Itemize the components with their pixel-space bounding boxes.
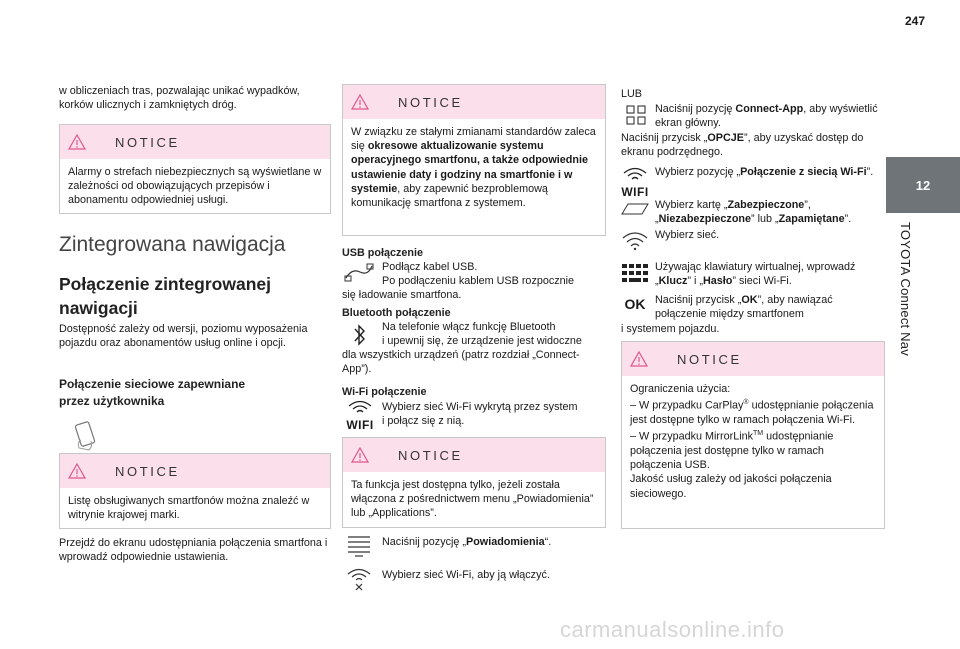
wifi-icon xyxy=(344,400,376,431)
step-text: Używając klawiatury wirtualnej, wprowadź „ xyxy=(655,261,856,288)
notice-label: NOTICE xyxy=(677,351,742,367)
step-text-bold: Niezabezpieczone xyxy=(658,213,752,226)
notice-label: NOTICE xyxy=(398,94,463,110)
step-enter-key xyxy=(655,260,880,288)
notice-header xyxy=(60,125,330,159)
outro-paragraph: Przejdź do ekranu udostępniania połączenia smartfona i wprowadź odpowiednie ustawienia. xyxy=(59,537,328,564)
wifi-icon-label: WIFI xyxy=(621,185,649,199)
step-options xyxy=(621,131,883,159)
bluetooth-icon xyxy=(351,322,369,348)
step-select-network: Wybierz sieć. xyxy=(655,229,720,241)
wifi-line: Wybierz sieć Wi-Fi wykrytą przez system xyxy=(382,401,578,413)
wifi-icon-label: WIFI xyxy=(346,418,374,432)
notice-text-part: W związku ze stałymi zmianami standardów zaleca się xyxy=(351,126,596,153)
subheading-line: przez użytkownika xyxy=(59,394,165,408)
keyboard-icon xyxy=(621,262,649,286)
notifications-list-icon xyxy=(346,532,372,558)
step-wifi-connection xyxy=(655,165,880,179)
step-text: ” i „ xyxy=(687,275,703,288)
wifi-title: Wi-Fi połączenie xyxy=(342,386,427,398)
notice-label: NOTICE xyxy=(398,447,463,463)
smartphone-icon xyxy=(72,420,100,452)
step-text-bold: Connect-App xyxy=(735,103,804,115)
notice-header xyxy=(60,454,330,488)
step-enable-wifi: Wybierz sieć Wi-Fi, aby ją włączyć. xyxy=(382,569,550,581)
step-text-bold: OK xyxy=(741,294,758,306)
step-text: Wybierz pozycję „ xyxy=(655,166,741,178)
step-text: ” sieci Wi-Fi. xyxy=(732,275,792,288)
notice-line xyxy=(630,396,876,427)
step-connect-app xyxy=(655,102,880,130)
notice-text-part: – W przypadku CarPlay xyxy=(630,399,744,412)
notice-label: NOTICE xyxy=(115,463,180,479)
step-text: Naciśnij przycisk „ xyxy=(655,294,742,306)
notice-text-part: – W przypadku MirrorLink xyxy=(630,430,753,443)
wifi-line: i połącz się z nią. xyxy=(382,415,465,427)
chapter-tab[interactable]: 12 xyxy=(886,157,960,213)
notice-text-bold: okresowe aktualizowanie systemu operacyjnego smartfonu, a także odpowiednie ustawienie daty i godziny na smartfonie i w systemie xyxy=(351,140,588,195)
step-press-ok-tail: i systemem pojazdu. xyxy=(621,323,720,335)
notice-box xyxy=(59,124,331,214)
notice-line: Ograniczenia użycia: xyxy=(630,383,731,395)
subheading-line: Połączenie sieciowe zapewniane xyxy=(59,377,246,391)
usb-title: USB połączenie xyxy=(342,247,423,259)
step-text: , aby wyświetlić ekran główny. xyxy=(655,103,878,130)
tab-select-icon xyxy=(620,200,650,218)
notice-line xyxy=(630,427,876,472)
notice-header xyxy=(343,438,605,472)
heading xyxy=(59,273,329,319)
step-text: ”. xyxy=(866,166,874,178)
notice-header xyxy=(622,342,884,376)
bluetooth-title: Bluetooth połączenie xyxy=(342,307,451,319)
step-text: Naciśnij pozycję xyxy=(655,103,736,115)
step-text-bold: Połączenie z siecią Wi-Fi xyxy=(740,166,867,178)
step-text: ”, „ xyxy=(655,199,811,226)
notice-box xyxy=(342,437,606,528)
step-text-bold: Klucz xyxy=(658,275,688,288)
notice-text: Ta funkcja jest dostępna tylko, jeżeli została włączona z pośrednictwem menu „Powiadomienia” lub „Applications”. xyxy=(351,479,594,520)
step-text: “. xyxy=(544,536,552,548)
notice-box xyxy=(342,84,606,236)
step-text: ” lub „ xyxy=(751,213,779,226)
step-text-bold: Zapamiętane xyxy=(778,213,845,226)
wifi-network-icon xyxy=(621,231,649,251)
usb-line: się ładowanie smartfona. xyxy=(342,289,462,301)
step-text: Naciśnij pozycję „ xyxy=(382,536,467,548)
notice-text: Listę obsługiwanych smartfonów można znaleźć w witrynie krajowej marki. xyxy=(68,495,310,522)
notice-box xyxy=(59,453,331,529)
registered-mark: ® xyxy=(743,399,749,407)
step-press-ok xyxy=(655,293,880,321)
notice-label: NOTICE xyxy=(115,134,180,150)
step-text: ”, aby uzyskać dostęp do ekranu podrzędnego. xyxy=(621,132,864,159)
step-text-bold: Hasło xyxy=(703,275,733,288)
watermark: carmanualsonline.info xyxy=(560,617,785,642)
usb-line: Podłącz kabel USB. xyxy=(382,261,478,273)
bluetooth-line: i upewnij się, że urządzenie jest widoczne xyxy=(382,335,582,347)
usb-cable-icon xyxy=(344,262,374,284)
step-notifications xyxy=(382,535,551,549)
warning-icon xyxy=(351,94,369,110)
heading-line: nawigacji xyxy=(59,298,138,318)
page-number: 247 xyxy=(904,14,925,28)
intro-paragraph: w obliczeniach tras, pozwalając unikać wypadków, korków ulicznych i zamkniętych dróg. xyxy=(59,85,300,112)
section-title: Zintegrowana nawigacja xyxy=(59,233,286,256)
subheading xyxy=(59,377,329,409)
bluetooth-line: dla wszystkich urządzeń (patrz rozdział „Connect-App”). xyxy=(342,349,580,376)
notice-text: Alarmy o strefach niebezpiecznych są wyświetlane w zależności od obowiązujących przepisów i abonamentu odpowiedniej usługi. xyxy=(68,166,322,207)
warning-icon xyxy=(351,447,369,463)
notice-text xyxy=(622,376,884,509)
warning-icon xyxy=(68,463,86,479)
trademark-mark: TM xyxy=(753,430,764,438)
step-select-tab xyxy=(655,198,880,226)
heading-line: Połączenie zintegrowanej xyxy=(59,274,271,294)
step-text-bold: OPCJE xyxy=(707,132,744,144)
notice-text xyxy=(343,119,605,218)
notice-text-part: , aby zapewnić bezproblemową komunikację smartfona z systemem. xyxy=(351,182,548,210)
notice-box xyxy=(621,341,885,529)
step-text: ”. xyxy=(844,213,852,226)
notice-text-part: udostępnianie połączenia jest dostępne tylko w ramach połączenia USB. xyxy=(630,430,834,472)
connect-app-icon xyxy=(625,104,647,126)
wifi-icon xyxy=(619,167,651,198)
usb-line: Po podłączeniu kablem USB rozpocznie xyxy=(382,275,575,287)
step-text-bold: Zabezpieczone xyxy=(727,199,805,211)
step-text: Naciśnij przycisk „ xyxy=(621,132,708,144)
bluetooth-line: Na telefonie włącz funkcję Bluetooth xyxy=(382,321,556,333)
warning-icon xyxy=(630,351,648,367)
notice-header xyxy=(343,85,605,119)
chapter-title: TOYOTA Connect Nav xyxy=(898,222,913,356)
step-text: ”, aby nawiązać połączenie między smartfonem xyxy=(655,294,833,321)
notice-line: Jakość usług zależy od jakości połączenia sieciowego. xyxy=(630,473,832,500)
wifi-off-icon xyxy=(346,566,372,592)
or-label: LUB xyxy=(621,88,643,100)
warning-icon xyxy=(68,134,86,150)
notice-text-part: udostępnianie połączenia jest dostępne tylko w ramach połączenia Wi-Fi. xyxy=(630,399,874,426)
step-text: Wybierz kartę „ xyxy=(655,199,728,211)
availability-text: Dostępność zależy od wersji, poziomu wyposażenia pojazdu oraz abonamentów usług online i opcji. xyxy=(59,323,308,350)
ok-icon: OK xyxy=(624,296,646,312)
step-text-bold: Powiadomienia xyxy=(466,536,545,548)
